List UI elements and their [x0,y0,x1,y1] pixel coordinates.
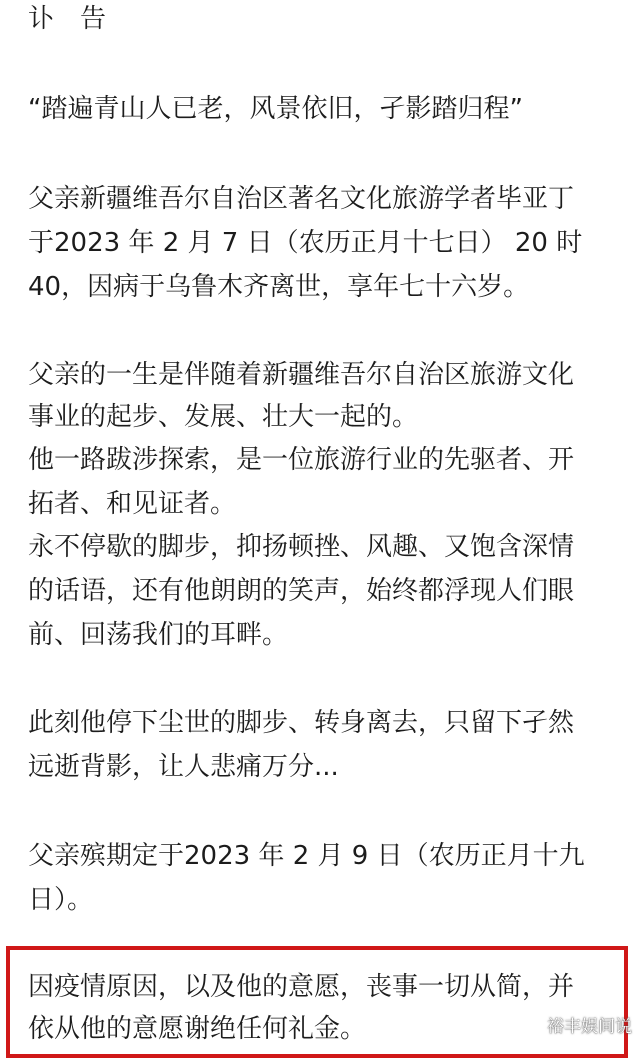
text-line: 40，因病于乌鲁木齐离世，享年七十六岁。 [28,272,530,302]
text-line: 永不停歇的脚步，抑扬顿挫、风趣、又饱含深情 [28,532,575,562]
text-line: 父亲的一生是伴随着新疆维吾尔自治区旅游文化 [28,360,575,390]
watermark: 裕丰娱间说 [547,1017,632,1037]
text-line: 事业的起步、发展、壮大一起的。 [28,402,419,432]
text-line: 前、回荡我们的耳畔。 [28,620,289,650]
text-line: 他一路跋涉探索，是一位旅游行业的先驱者、开 [28,445,575,475]
text-line: 因疫情原因，以及他的意愿，丧事一切从简，并 [28,972,575,1002]
text-line: 于2023 年 2 月 7 日（农历正月十七日） 20 时 [28,228,583,258]
text-line: 父亲新疆维吾尔自治区著名文化旅游学者毕亚丁 [28,184,575,214]
opening-quote: “踏遍青山人已老，风景依旧，孑影踏归程” [28,94,523,124]
obituary-title: 讣 告 [28,4,107,34]
text-line: 的话语，还有他朗朗的笑声，始终都浮现人们眼 [28,576,575,606]
text-line: 父亲殡期定于2023 年 2 月 9 日（农历正月十九 [28,841,585,871]
text-line: 日）。 [28,885,94,915]
text-line: 远逝背影，让人悲痛万分... [28,752,339,782]
text-line: 依从他的意愿谢绝任何礼金。 [28,1014,367,1044]
text-line: 此刻他停下尘世的脚步、转身离去，只留下孑然 [28,708,575,738]
text-line: 拓者、和见证者。 [28,489,237,519]
